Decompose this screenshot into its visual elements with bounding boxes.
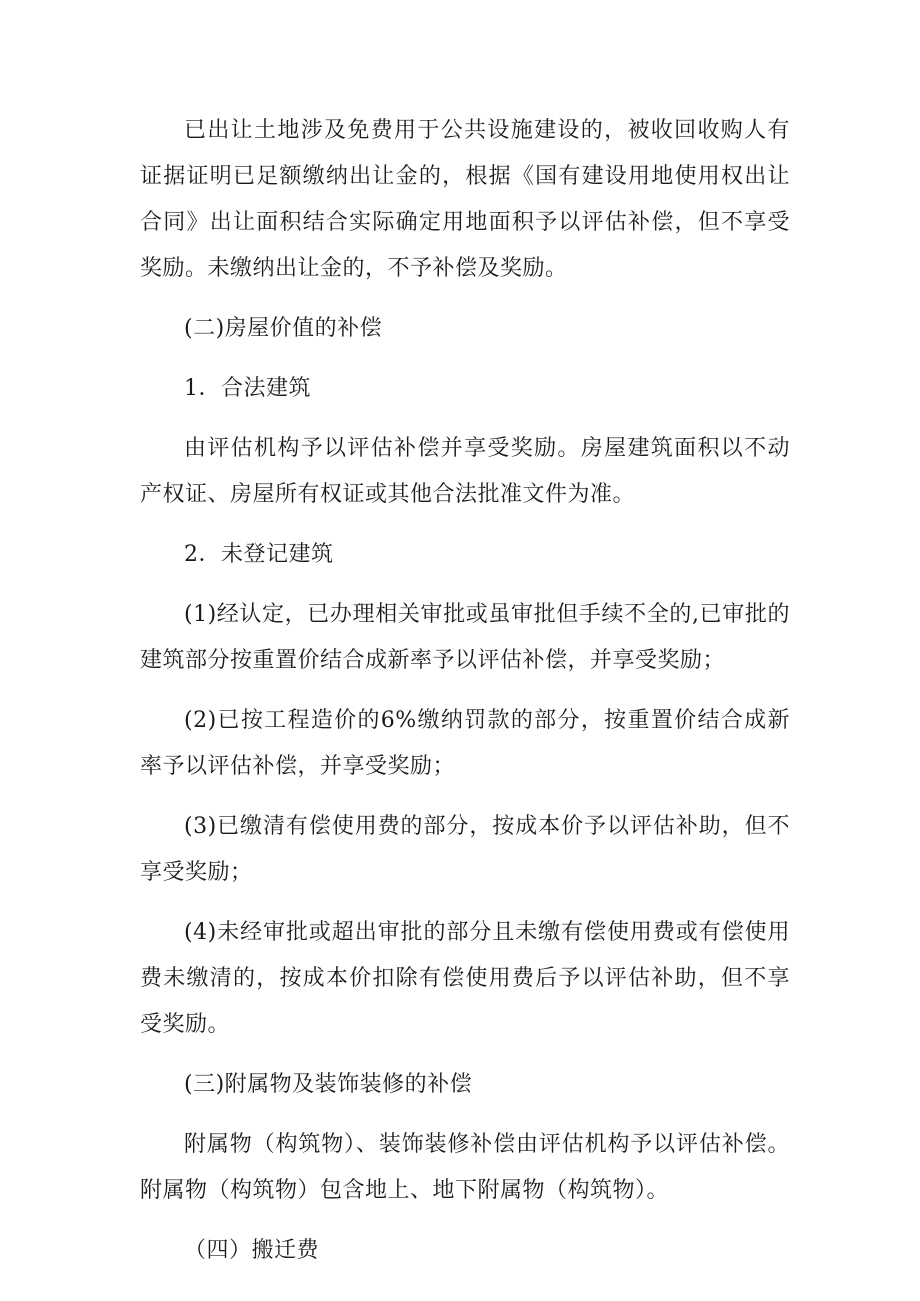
document-body [140, 108, 790, 1288]
paragraph-attachments-decoration: 附属物（构筑物）、装饰装修补偿由评估机构予以评估补偿。附属物（构筑物）包含地上、地下附属物（构筑物）。 [140, 1132, 790, 1203]
heading-house-value-compensation: (二)房屋价值的补偿 [184, 316, 383, 341]
paragraph-item-2: (2)已按工程造价的6%缴纳罚款的部分，按重置价结合成新率予以评估补偿，并享受奖励； [140, 708, 790, 779]
paragraph-legal-buildings: 由评估机构予以评估补偿并享受奖励。房屋建筑面积以不动产权证、房屋所有权证或其他合法批准文件为准。 [140, 436, 790, 507]
paragraph-item-3: (3)已缴清有偿使用费的部分，按成本价予以评估补助，但不享受奖励； [140, 814, 790, 885]
heading-relocation-fee: （四）搬迁费 [184, 1238, 320, 1263]
paragraph-land-transfer: 已出让土地涉及免费用于公共设施建设的，被收回收购人有证据证明已足额缴纳出让金的，根据《国有建设用地使用权出让合同》出让面积结合实际确定用地面积予以评估补偿，但不享受奖励。未缴纳出让金的，不予补偿及奖励。 [140, 118, 790, 281]
heading-attachments-decoration: (三)附属物及装饰装修的补偿 [184, 1072, 473, 1097]
heading-unregistered-buildings: 2．未登记建筑 [184, 542, 334, 567]
paragraph-item-4: (4)未经审批或超出审批的部分且未缴有偿使用费或有偿使用费未缴清的，按成本价扣除有偿使用费后予以评估补助，但不享受奖励。 [140, 920, 790, 1037]
paragraph-item-1: (1)经认定，已办理相关审批或虽审批但手续不全的,已审批的建筑部分按重置价结合成新率予以评估补偿，并享受奖励； [140, 602, 790, 673]
heading-legal-buildings: 1．合法建筑 [184, 376, 311, 401]
